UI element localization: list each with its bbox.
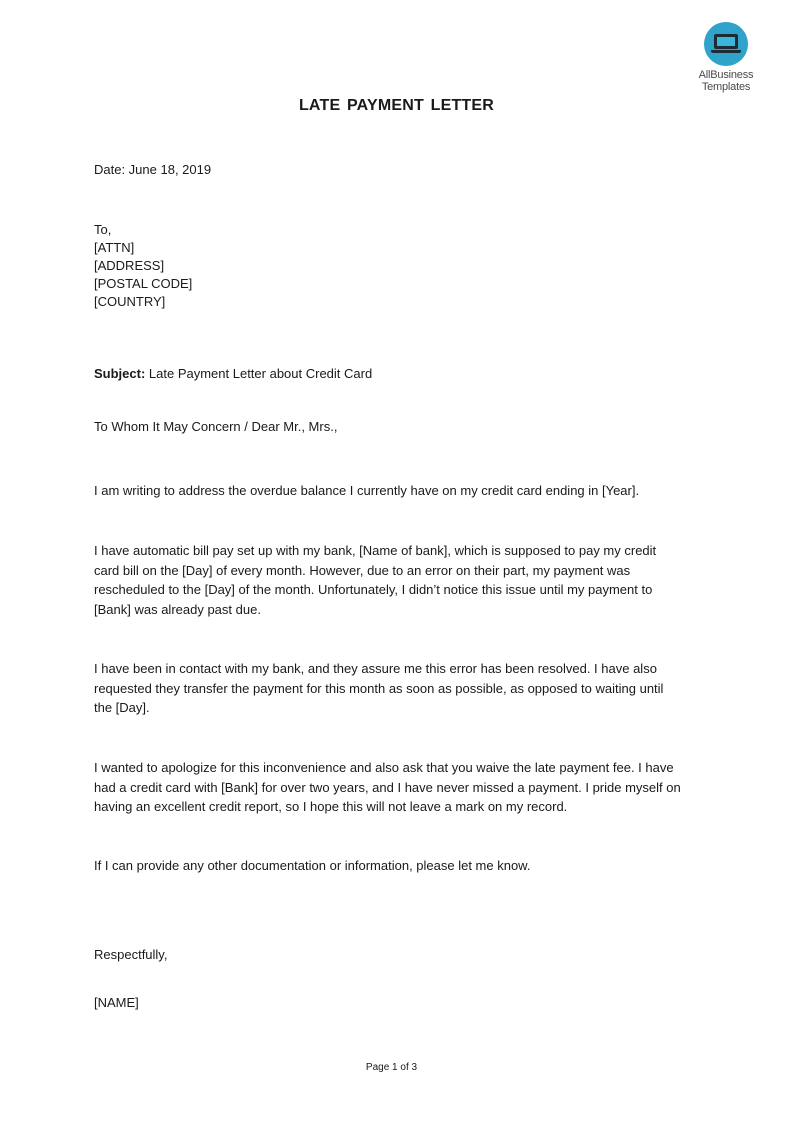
paragraph-line: the [Day]. [94, 700, 150, 715]
letter-title: LATE PAYMENT LETTER [298, 97, 495, 114]
paragraph-line: I have automatic bill pay set up with my bank, [Name of bank], which is supposed to pay my credit [94, 543, 657, 558]
recipient-address: [ADDRESS] [94, 258, 165, 273]
letter-date: Date: June 18, 2019 [94, 162, 212, 177]
recipient-country: [COUNTRY] [94, 294, 166, 309]
closing: Respectfully, [94, 947, 168, 962]
paragraph-1 [94, 481, 714, 501]
recipient-attn: [ATTN] [94, 240, 135, 255]
paragraph-line: rescheduled to the [Day] of the month. Unfortunately, I didn’t notice this issue until my payment to [94, 582, 653, 597]
paragraph-line: I wanted to apologize for this inconvenience and also ask that you waive the late payment fee. I have [94, 760, 674, 775]
paragraph-line: had a credit card with [Bank] for over two years, and I have never missed a payment. I pride myself on [94, 779, 681, 795]
recipient-to: To, [94, 222, 112, 237]
recipient-postal-code: [POSTAL CODE] [94, 276, 193, 291]
subject-label: Subject: [94, 366, 146, 381]
brand-logo [690, 22, 762, 93]
signature-name: [NAME] [94, 995, 139, 1010]
subject-line [94, 365, 372, 383]
subject-text: Late Payment Letter about Credit Card [145, 366, 373, 381]
paragraph-2 [94, 541, 714, 619]
paragraph-line: [Bank] was already past due. [94, 601, 261, 617]
brand-line-2: Templates [701, 81, 751, 93]
paragraph-line: requested they transfer the payment for this month as soon as possible, as opposed to waiting until [94, 680, 664, 696]
laptop-icon [704, 22, 748, 66]
paragraph-line: If I can provide any other documentation or information, please let me know. [94, 858, 531, 873]
paragraph-line: I am writing to address the overdue balance I currently have on my credit card ending in [Year]. [94, 483, 640, 498]
paragraph-line: having an excellent credit report, so I hope this will not leave a mark on my record. [94, 799, 568, 814]
brand-line-1: AllBusiness [698, 69, 754, 81]
paragraph-4 [94, 758, 714, 817]
paragraph-3 [94, 659, 714, 718]
paragraph-5 [94, 856, 714, 876]
salutation: To Whom It May Concern / Dear Mr., Mrs., [94, 419, 338, 434]
brand-name [690, 69, 762, 93]
page-number: Page 1 of 3 [365, 1062, 418, 1073]
paragraph-line: I have been in contact with my bank, and they assure me this error has been resolved. I have also [94, 661, 657, 676]
paragraph-line: card bill on the [Day] of every month. However, due to an error on their part, my payment was [94, 562, 631, 578]
